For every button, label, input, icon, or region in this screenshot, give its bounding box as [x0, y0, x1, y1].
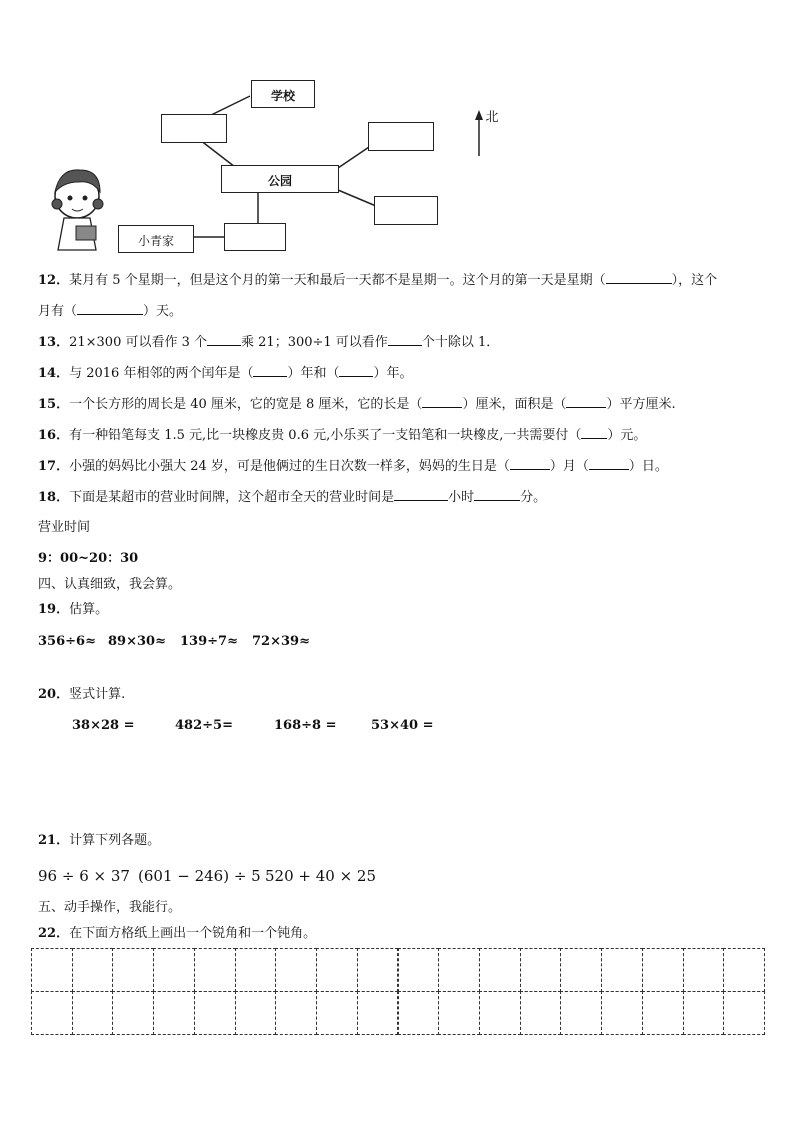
question-text: ）年。 — [373, 366, 413, 381]
line-topright — [338, 145, 372, 168]
question-text: 个十除以 1． — [421, 335, 500, 350]
grid-cell[interactable] — [642, 948, 684, 992]
grid-cell[interactable] — [275, 991, 317, 1035]
question-20 — [38, 686, 125, 704]
question-number: 15． — [38, 397, 70, 412]
grid-cell[interactable] — [72, 948, 114, 992]
grid-cell[interactable] — [235, 948, 277, 992]
question-text: ）天。 — [143, 304, 183, 319]
school-label: 学校 — [270, 89, 295, 103]
empty-box-topright — [368, 122, 434, 151]
line-topleft — [200, 140, 235, 167]
grid-cell[interactable] — [683, 991, 725, 1035]
section-4-heading: 四、认真细致，我会算。 — [38, 577, 182, 592]
question-title: 计算下列各题。 — [69, 833, 161, 848]
grid-cell[interactable] — [438, 991, 480, 1035]
estimate-item-2: 89×30≈ — [108, 634, 166, 649]
question-text: ）年和（ — [287, 366, 340, 381]
north-label: 北 — [485, 110, 499, 125]
answer-blank[interactable] — [581, 426, 607, 439]
question-number: 21． — [38, 833, 70, 848]
question-15 — [38, 395, 676, 414]
grid-cell[interactable] — [723, 948, 765, 992]
question-text: ）平方厘米. — [606, 397, 676, 412]
answer-blank[interactable] — [474, 488, 520, 501]
question-12-line1 — [38, 271, 717, 290]
grid-cell[interactable] — [235, 991, 277, 1035]
answer-blank[interactable] — [339, 364, 373, 377]
vertical-calc-1: 38×28 = — [72, 718, 135, 733]
question-17 — [38, 457, 668, 476]
grid-cell[interactable] — [194, 948, 236, 992]
answer-blank[interactable] — [422, 395, 462, 408]
answer-blank[interactable] — [388, 333, 422, 346]
grid-cell[interactable] — [398, 948, 440, 992]
question-number: 16． — [38, 428, 70, 443]
home-label: 小青家 — [137, 234, 174, 248]
question-text: ）日。 — [628, 459, 668, 474]
question-22 — [38, 925, 316, 943]
answer-blank[interactable] — [253, 364, 287, 377]
question-16 — [38, 426, 646, 445]
question-13 — [38, 333, 499, 352]
answer-blank[interactable] — [589, 457, 629, 470]
grid-cell[interactable] — [275, 948, 317, 992]
grid-cell[interactable] — [479, 948, 521, 992]
expression-1: 96 ÷ 6 × 37 — [38, 867, 130, 885]
grid-cell[interactable] — [479, 991, 521, 1035]
answer-blank[interactable] — [566, 395, 606, 408]
grid-cell[interactable] — [438, 948, 480, 992]
grid-cell[interactable] — [31, 991, 73, 1035]
question-text: 一个长方形的周长是 40 厘米，它的宽是 8 厘米，它的长是（ — [69, 397, 423, 412]
question-text: 乘 21；300÷1 可以看作 — [241, 335, 388, 350]
grid-cell[interactable] — [642, 991, 684, 1035]
estimate-item-3: 139÷7≈ — [180, 634, 238, 649]
sign-title: 营业时间 — [38, 520, 91, 535]
question-number: 12． — [38, 273, 70, 288]
grid-cell[interactable] — [520, 948, 562, 992]
question-text: ），这个 — [671, 273, 718, 288]
grid-cell[interactable] — [560, 948, 602, 992]
grid-cell[interactable] — [520, 991, 562, 1035]
expression-3: 520 + 40 × 25 — [265, 867, 377, 885]
empty-box-topleft — [161, 114, 227, 143]
question-text: 小时 — [448, 490, 475, 505]
grid-cell[interactable] — [398, 991, 440, 1035]
question-text: 下面是某超市的营业时间牌，这个超市全天的营业时间是 — [69, 490, 395, 505]
section-5-heading: 五、动手操作，我能行。 — [38, 900, 182, 915]
question-number: 13． — [38, 335, 70, 350]
question-21 — [38, 832, 160, 850]
grid-cell[interactable] — [316, 948, 358, 992]
question-number: 14． — [38, 366, 70, 381]
question-title: 竖式计算. — [69, 687, 126, 702]
grid-cell[interactable] — [153, 991, 195, 1035]
question-text: ）元。 — [607, 428, 647, 443]
question-19 — [38, 601, 108, 619]
grid-cell[interactable] — [72, 991, 114, 1035]
question-number: 20． — [38, 687, 70, 702]
grid-paper[interactable] — [31, 948, 764, 1034]
girl-illustration — [52, 170, 103, 250]
vertical-calc-3: 168÷8 = — [274, 718, 337, 733]
grid-cell[interactable] — [683, 948, 725, 992]
empty-box-bottom — [224, 223, 286, 251]
expression-2: (601 − 246) ÷ 5 — [138, 867, 261, 885]
estimate-item-4: 72×39≈ — [252, 634, 310, 649]
question-12-line2 — [38, 302, 182, 321]
question-14 — [38, 364, 412, 383]
question-text: ）月（ — [549, 459, 589, 474]
answer-blank[interactable] — [510, 457, 550, 470]
answer-blank[interactable] — [394, 488, 448, 501]
question-18 — [38, 488, 546, 507]
grid-cell[interactable] — [601, 991, 643, 1035]
question-text: 与 2016 年相邻的两个闰年是（ — [69, 366, 254, 381]
question-number: 22． — [38, 926, 70, 941]
line-right — [338, 190, 376, 206]
estimate-item-1: 356÷6≈ — [38, 634, 96, 649]
question-text: ）厘米，面积是（ — [462, 397, 567, 412]
vertical-calc-4: 53×40 = — [371, 718, 434, 733]
answer-blank[interactable] — [77, 302, 143, 315]
answer-blank[interactable] — [207, 333, 241, 346]
question-number: 19． — [38, 602, 70, 617]
sign-hours: 9：00~20：30 — [38, 551, 139, 566]
park-label: 公园 — [267, 174, 292, 188]
empty-box-right — [374, 196, 438, 225]
question-text: 小强的妈妈比小强大 24 岁，可是他俩过的生日次数一样多，妈妈的生日是（ — [69, 459, 510, 474]
grid-cell[interactable] — [31, 948, 73, 992]
question-title: 估算。 — [69, 602, 109, 617]
question-text: 月有（ — [38, 304, 78, 319]
question-text: 21×300 可以看作 3 个 — [69, 335, 208, 350]
grid-cell[interactable] — [153, 948, 195, 992]
question-text: 有一种铅笔每支 1.5 元,比一块橡皮贵 0.6 元,小乐买了一支铅笔和一块橡皮,一共需要付（ — [69, 428, 582, 443]
grid-cell[interactable] — [723, 991, 765, 1035]
grid-cell[interactable] — [601, 948, 643, 992]
grid-cell[interactable] — [357, 991, 399, 1035]
question-title: 在下面方格纸上画出一个锐角和一个钝角。 — [69, 926, 317, 941]
grid-cell[interactable] — [112, 991, 154, 1035]
grid-cell[interactable] — [560, 991, 602, 1035]
question-text: 某月有 5 个星期一，但是这个月的第一天和最后一天都不是星期一。这个月的第一天是星期（ — [69, 273, 606, 288]
grid-cell[interactable] — [357, 948, 399, 992]
question-number: 18． — [38, 490, 70, 505]
question-number: 17． — [38, 459, 70, 474]
grid-cell[interactable] — [194, 991, 236, 1035]
question-text: 分。 — [520, 490, 547, 505]
vertical-calc-2: 482÷5= — [175, 718, 233, 733]
grid-cell[interactable] — [316, 991, 358, 1035]
grid-cell[interactable] — [112, 948, 154, 992]
answer-blank[interactable] — [606, 271, 672, 284]
